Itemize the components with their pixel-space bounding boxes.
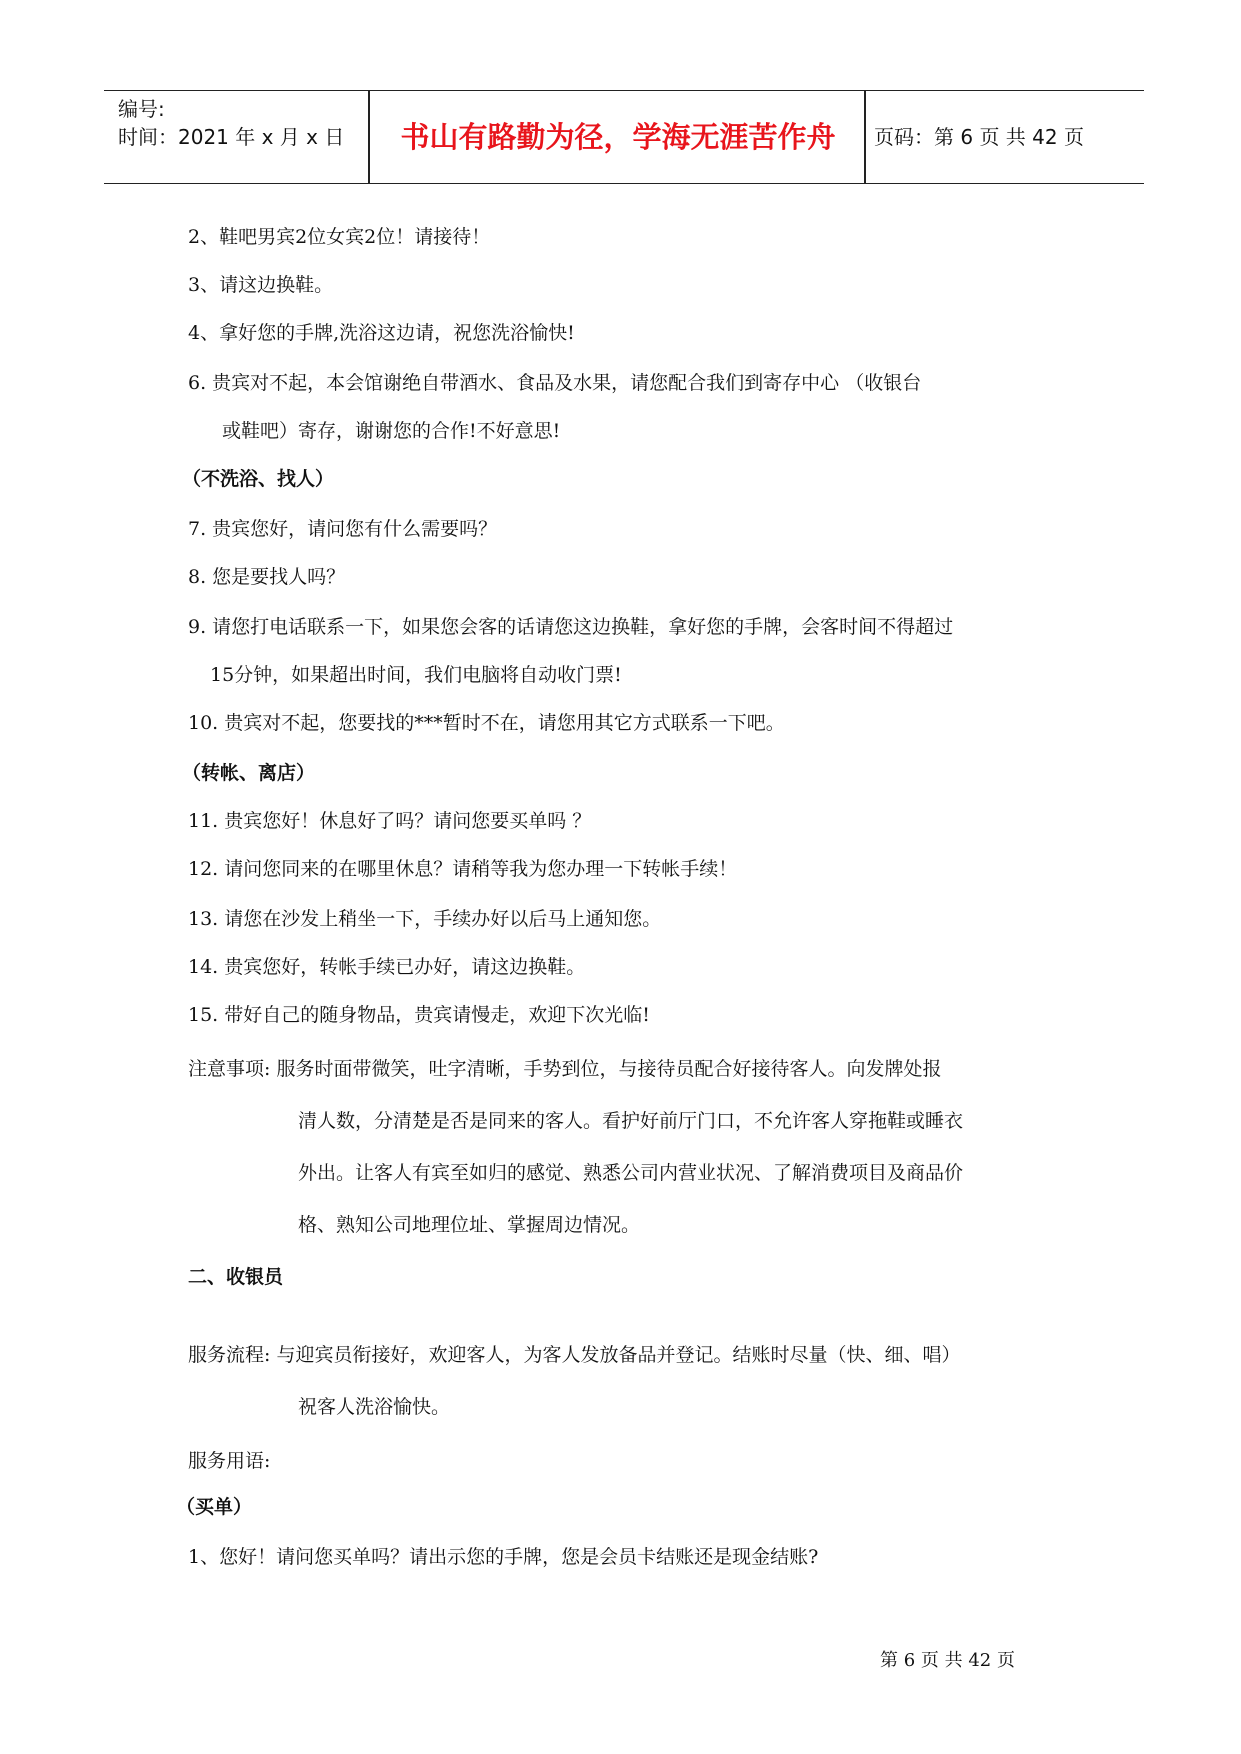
text-line: 注意事项: 服务时面带微笑，吐字清晰，手势到位，与接待员配合好接待客人。向发牌处报 — [188, 1058, 942, 1080]
number-label: 编号: — [118, 97, 165, 121]
text-line: 3、请这边换鞋。 — [188, 274, 334, 296]
text-line: 15. 带好自己的随身物品，贵宾请慢走，欢迎下次光临! — [188, 1004, 650, 1026]
text-line: 9. 请您打电话联系一下，如果您会客的话请您这边换鞋，拿好您的手牌，会客时间不得超过 — [188, 616, 954, 638]
text-line: 4、拿好您的手牌,洗浴这边请，祝您洗浴愉快! — [188, 322, 575, 344]
page-header — [104, 90, 1144, 184]
text-line: 7. 贵宾您好，请问您有什么需要吗？ — [188, 518, 498, 540]
section-heading: 二、收银员 — [188, 1266, 284, 1288]
text-line: 服务流程: 与迎宾员衔接好，欢迎客人，为客人发放备品并登记。结账时尽量（快、细、唱） — [188, 1344, 961, 1366]
text-line: 12. 请问您同来的在哪里休息？请稍等我为您办理一下转帐手续！ — [188, 858, 738, 880]
text-line: 6. 贵宾对不起，本会馆谢绝自带酒水、食品及水果，请您配合我们到寄存中心 （收银台 — [188, 372, 922, 394]
section-heading: （买单） — [176, 1496, 253, 1518]
header-page-label: 页码：第 6 页 共 42 页 — [874, 125, 1084, 149]
text-line: 10. 贵宾对不起，您要找的***暂时不在，请您用其它方式联系一下吧。 — [188, 712, 785, 734]
text-line: 11. 贵宾您好！休息好了吗？请问您要买单吗 ？ — [188, 810, 592, 832]
text-line: 或鞋吧）寄存，谢谢您的合作!不好意思! — [222, 420, 561, 442]
time-label: 时间：2021 年 x 月 x 日 — [118, 125, 345, 149]
text-line: 外出。让客人有宾至如归的感觉、熟悉公司内营业状况、了解消费项目及商品价 — [298, 1162, 964, 1184]
header-motto: 书山有路勤为径，学海无涯苦作舟 — [400, 120, 836, 154]
text-line: 13. 请您在沙发上稍坐一下，手续办好以后马上通知您。 — [188, 908, 662, 930]
page-footer: 第 6 页 共 42 页 — [880, 1650, 1015, 1671]
text-line: 14. 贵宾您好，转帐手续已办好，请这边换鞋。 — [188, 956, 586, 978]
text-line: 8. 您是要找人吗？ — [188, 566, 346, 588]
text-line: 1、您好！请问您买单吗？请出示您的手牌，您是会员卡结账还是现金结账? — [188, 1546, 819, 1568]
header-divider-left — [368, 91, 370, 183]
header-left — [118, 95, 344, 151]
text-line: 格、熟知公司地理位址、掌握周边情况。 — [298, 1214, 641, 1236]
header-divider-right — [864, 91, 866, 183]
text-line: 15分钟，如果超出时间，我们电脑将自动收门票! — [210, 664, 622, 686]
section-heading: （转帐、离店） — [182, 762, 316, 784]
text-line: 2、鞋吧男宾2位女宾2位！请接待！ — [188, 226, 491, 248]
text-line: 祝客人洗浴愉快。 — [298, 1396, 451, 1418]
text-line: 服务用语: — [188, 1450, 271, 1472]
text-line: 清人数，分清楚是否是同来的客人。看护好前厅门口，不允许客人穿拖鞋或睡衣 — [298, 1110, 964, 1132]
section-heading: （不洗浴、找人） — [182, 468, 335, 490]
